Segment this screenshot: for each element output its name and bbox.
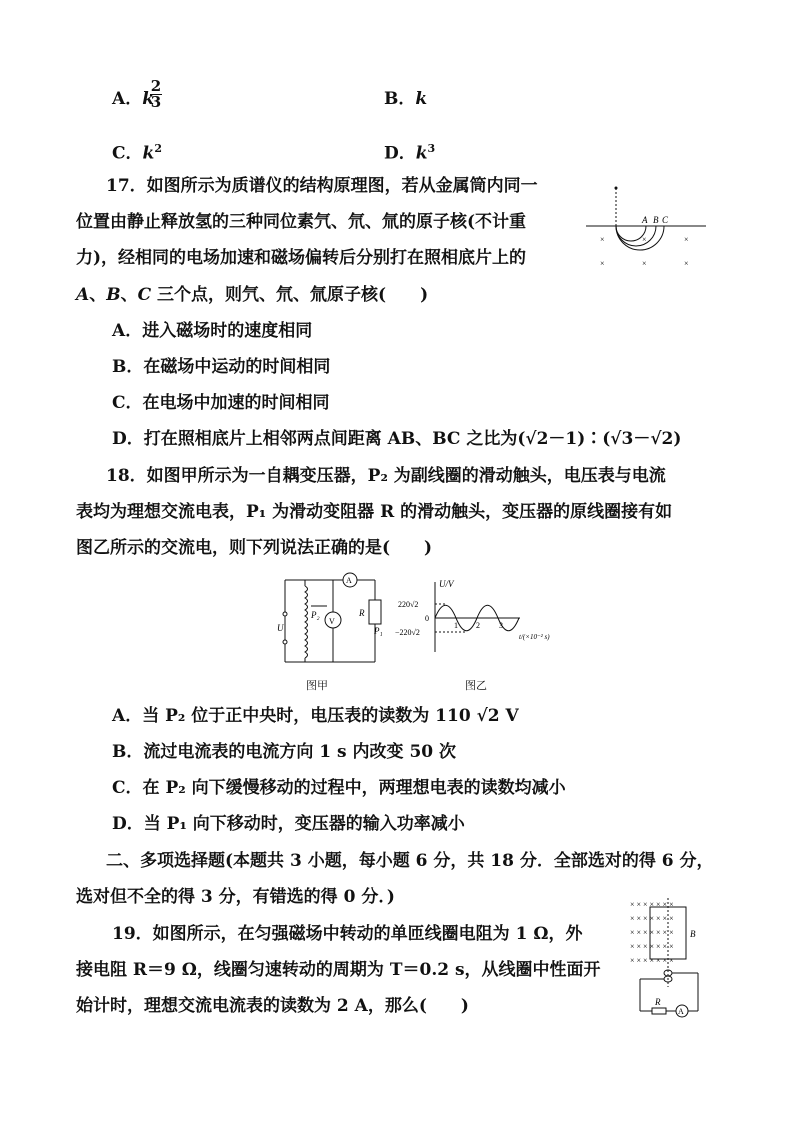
q17-label-b: B xyxy=(653,215,659,225)
q17-label-c: C xyxy=(662,215,669,225)
q17-option-d: D．打在照相底片上相邻两点间距离 AB、BC 之比为(√2－1)∶(√3－√2) xyxy=(112,429,682,449)
svg-text:× × × × × × ×: × × × × × × × xyxy=(630,900,674,909)
svg-text:×: × xyxy=(684,259,689,268)
q18-graph-x-axis-label: t/(×10⁻² s) xyxy=(519,633,550,641)
q18-option-b: B．流过电流表的电流方向 1 s 内改变 50 次 xyxy=(112,742,457,762)
q18-graph-y-axis-label: U/V xyxy=(439,579,454,589)
section-2-heading-line-1: 二、多项选择题(本题共 3 小题，每小题 6 分，共 18 分．全部选对的得 6 分， xyxy=(106,851,714,871)
q18-ammeter-label: A xyxy=(346,576,352,585)
q18-graph-zero: 0 xyxy=(425,614,429,623)
q19-stem-line-2: 接电阻 R＝9 Ω，线圈匀速转动的周期为 T＝0.2 s，从线圈中性面开 xyxy=(76,960,601,980)
q17-stem-line-2: 位置由静止释放氢的三种同位素氕、氘、氚的原子核(不计重 xyxy=(76,212,527,232)
q17-option-a: A．进入磁场时的速度相同 xyxy=(112,321,313,341)
svg-text:×: × xyxy=(642,235,647,244)
section-2-heading-line-2: 选对但不全的得 3 分，有错选的得 0 分．) xyxy=(76,887,395,907)
svg-text:×: × xyxy=(600,235,605,244)
q17-stem-line-3: 力)，经相同的电场加速和磁场偏转后分别打在照相底片上的 xyxy=(76,248,527,268)
q17-stem-line-4: A、B、C 三个点，则氕、氘、氚原子核( ) xyxy=(76,285,429,305)
q16-option-c: C．$k^2$ xyxy=(112,142,162,164)
q19-label-r: R xyxy=(655,997,661,1007)
q16-option-d: D．$k^3$ xyxy=(384,142,436,164)
q18-voltage-graph xyxy=(395,578,570,658)
q18-voltmeter-label: V xyxy=(329,617,335,626)
svg-text:×: × xyxy=(600,259,605,268)
q18-option-a: A．当 P₂ 位于正中央时，电压表的读数为 110 √2 V xyxy=(112,706,519,726)
q17-field-marks xyxy=(600,235,689,268)
svg-text:× × × × × × ×: × × × × × × × xyxy=(630,928,674,937)
q18-label-r: R xyxy=(359,608,365,618)
q18-graph-ymin: −220√2 xyxy=(395,628,420,637)
svg-text:× × × × × × ×: × × × × × × × xyxy=(630,914,674,923)
q18-label-u: U xyxy=(277,623,284,633)
q18-stem-line-2: 表均为理想交流电表，P₁ 为滑动变阻器 R 的滑动触头，变压器的原线圈接有如 xyxy=(76,502,673,522)
q18-option-d: D．当 P₁ 向下移动时，变压器的输入功率减小 xyxy=(112,814,465,834)
q17-option-c: C．在电场中加速的时间相同 xyxy=(112,393,330,413)
q16-option-b: B．k xyxy=(384,89,428,109)
q19-coil-figure xyxy=(628,895,710,1023)
q18-circuit-figure xyxy=(275,572,390,668)
q17-mass-spectrometer-figure xyxy=(580,180,720,275)
q16-option-a: A．k xyxy=(112,89,154,109)
q18-label-p1: P₁ xyxy=(374,626,383,636)
q19-ammeter-label: A xyxy=(678,1007,684,1016)
q17-option-b: B．在磁场中运动的时间相同 xyxy=(112,357,331,377)
q18-graph-tick-1: 1 xyxy=(454,621,458,630)
q17-label-a: A xyxy=(642,215,648,225)
q16-option-a-fraction: 2 3 xyxy=(150,77,162,111)
q18-stem-line-1: 18．如图甲所示为一自耦变压器，P₂ 为副线圈的滑动触头，电压表与电流 xyxy=(106,466,666,486)
q18-label-p2: P₂ xyxy=(311,610,320,620)
q18-graph-tick-2: 2 xyxy=(476,621,480,630)
q18-graph-tick-3: 3 xyxy=(499,621,503,630)
svg-text:× × × × × × ×: × × × × × × × xyxy=(630,942,674,951)
q19-stem-line-3: 始计时，理想交流电流表的读数为 2 A，那么( ) xyxy=(76,996,469,1016)
q18-figure-left-caption: 图甲 xyxy=(306,679,328,692)
q19-label-b: B xyxy=(690,929,696,939)
q18-figure-right-caption: 图乙 xyxy=(465,679,487,692)
q17-stem-line-1: 17．如图所示为质谱仪的结构原理图，若从金属筒内同一 xyxy=(106,176,538,196)
q18-stem-line-3: 图乙所示的交流电，则下列说法正确的是( ) xyxy=(76,538,433,558)
q18-option-c: C．在 P₂ 向下缓慢移动的过程中，两理想电表的读数均减小 xyxy=(112,778,566,798)
q18-graph-ymax: 220√2 xyxy=(398,600,419,609)
svg-text:×: × xyxy=(642,259,647,268)
q19-field-marks xyxy=(630,900,674,965)
svg-text:× × × × × × ×: × × × × × × × xyxy=(630,956,674,965)
q19-stem-line-1: 19．如图所示，在匀强磁场中转动的单匝线圈电阻为 1 Ω，外 xyxy=(112,924,583,944)
svg-text:×: × xyxy=(684,235,689,244)
